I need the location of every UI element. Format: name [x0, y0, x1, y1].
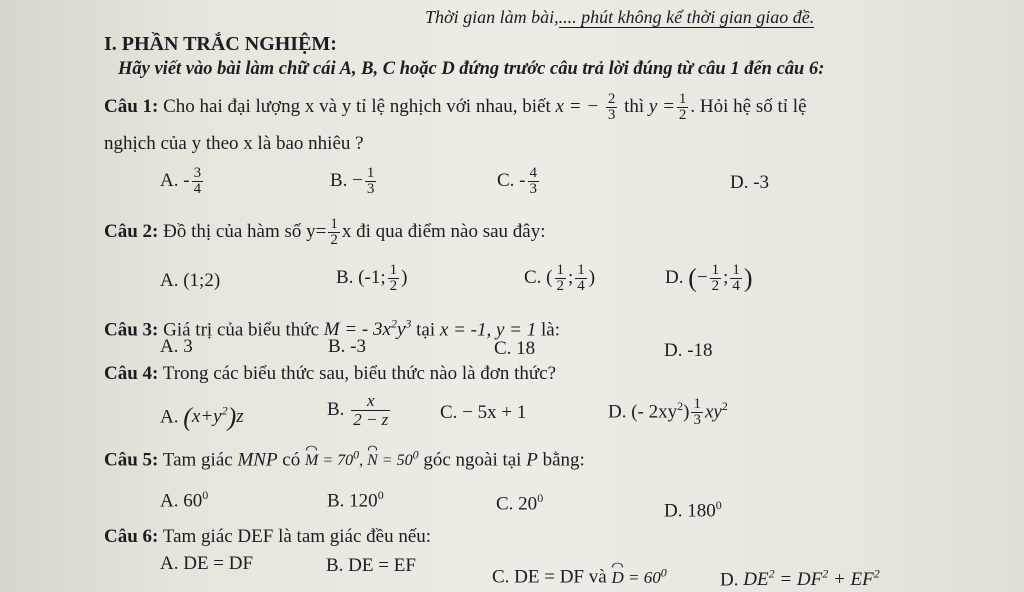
question-6-label: Câu 6: — [104, 526, 159, 547]
q1-option-d: D. -3 — [730, 172, 770, 193]
time-note-rest: .... phút không kể thời gian giao đề. — [558, 7, 815, 27]
question-2-frac: $\frac{1}{2}$ — [330, 216, 338, 248]
question-6-line: Câu 6: Tam giác DEF là tam giác đều nếu: — [104, 526, 432, 547]
question-2-line: Câu 2: Đồ thị của hàm số y= $\frac{1}{2}$ x đi qua điểm nào sau đây: — [104, 216, 546, 248]
q2-option-c: C. ( $\frac{1}{2}$ ; $\frac{1}{4}$ ) — [524, 262, 596, 294]
question-3-label: Câu 3: — [104, 319, 159, 341]
q4-option-b: B. $\frac{x}{2 - z}$ — [327, 391, 389, 429]
q2-option-b: B. (-1; $\frac{1}{2}$ ) — [336, 262, 408, 294]
question-1-text-a: Cho hai đại lượng x và y tỉ lệ nghịch với nhau, biết — [163, 95, 551, 117]
q3-option-d: D. -18 — [664, 340, 713, 361]
question-2-label: Câu 2: — [104, 220, 159, 242]
question-1-y-frac: $\frac{1}{2}$ — [678, 91, 687, 123]
q6-option-d: D. $DE^2 = DF^2 + EF^2$ — [720, 567, 880, 591]
time-note-prefix: Thời gian làm bài, — [425, 7, 559, 27]
q6-option-b: B. DE = EF — [326, 555, 416, 576]
q5-option-a: A. $60^0$ — [160, 488, 209, 512]
q5-option-d: D. $180^0$ — [664, 498, 722, 522]
q6-option-c: C. DE = DF và $D = 60^0$ — [492, 565, 667, 588]
q5-option-c: C. $20^0$ — [496, 491, 544, 515]
time-note — [425, 6, 814, 28]
question-3-line: Câu 3: Giá trị của biểu thức M = - $3x^2y^3$ tại x = -1, y = 1 là: — [104, 317, 560, 341]
question-1-x-eq: x = − — [555, 95, 600, 117]
q1-option-c: C. - $\frac{4}{3}$ — [497, 165, 537, 197]
question-1-label: Câu 1: — [104, 95, 159, 117]
question-1-line-1 — [104, 92, 807, 123]
q1-option-a: A. - $\frac{3}{4}$ — [160, 165, 202, 197]
q4-option-c: C. − 5x + 1 — [440, 402, 527, 423]
question-5-label: Câu 5: — [104, 449, 159, 471]
question-4-line: Câu 4: Trong các biểu thức sau, biểu thức nào là đơn thức? — [104, 363, 557, 384]
question-1-then: thì — [624, 95, 645, 117]
q3-option-a: A. 3 — [160, 336, 193, 357]
question-1-x-frac: $\frac{2}{3}$ — [607, 91, 616, 123]
question-4-label: Câu 4: — [104, 363, 159, 384]
question-1-y-eq: y = — [648, 95, 675, 117]
q6-option-a: A. DE = DF — [160, 553, 254, 574]
q4-option-a: A. $(x+y^2)z$ — [160, 402, 244, 432]
q2-option-a: A. (1;2) — [160, 270, 221, 291]
question-5-line: Câu 5: Tam giác MNP có $M = 70^0$, $N = 50^0$ góc ngoài tại P bằng: — [104, 448, 585, 471]
question-1-line-2: nghịch của y theo x là bao nhiêu ? — [104, 133, 364, 154]
section-title: I. PHẦN TRẮC NGHIỆM: — [104, 33, 337, 55]
q3-option-b: B. -3 — [328, 336, 366, 357]
q4-option-d: D. (- $2xy^2$) $\frac{1}{3}$ $xy^2$ — [608, 396, 728, 429]
question-1-text-b: . Hỏi hệ số tỉ lệ — [690, 95, 807, 117]
q3-option-c: C. 18 — [494, 338, 536, 359]
q2-option-d: D. (− $\frac{1}{2}$ ; $\frac{1}{4}$ ) — [665, 262, 753, 294]
q5-option-b: B. $120^0$ — [327, 488, 384, 512]
section-instruction: Hãy viết vào bài làm chữ cái A, B, C hoặc D đứng trước câu trả lời đúng từ câu 1 đến câu 6: — [118, 59, 825, 79]
q1-option-b: B. − $\frac{1}{3}$ — [330, 165, 375, 197]
